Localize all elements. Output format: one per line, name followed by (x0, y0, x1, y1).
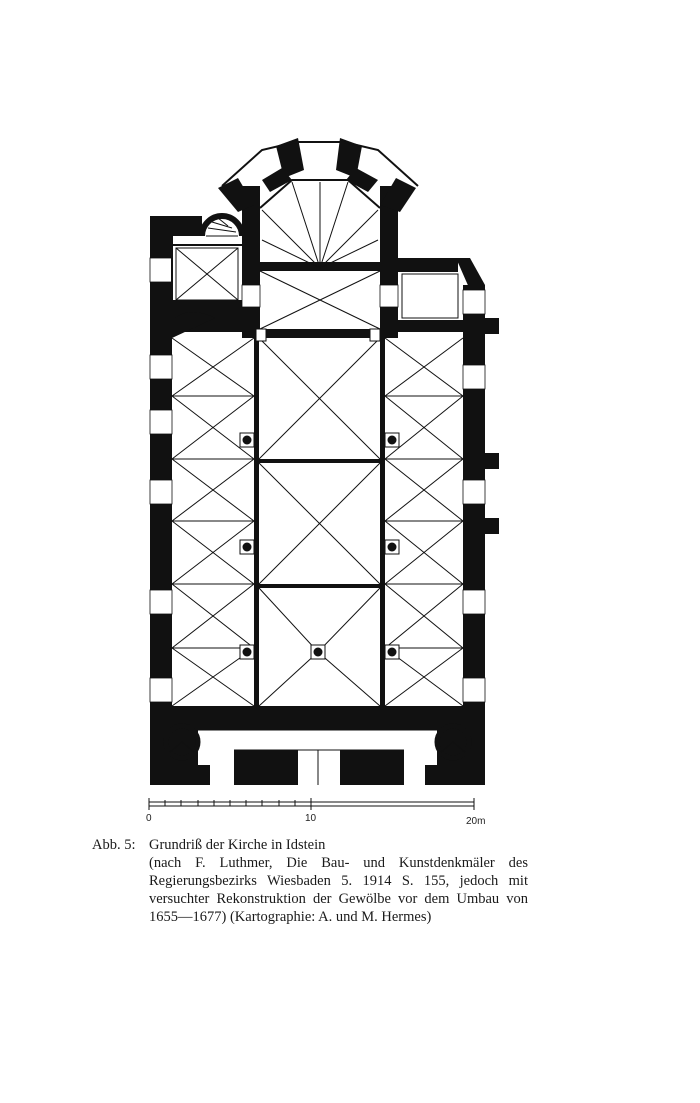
nave-piers (240, 329, 399, 659)
spiral-stair-north (202, 216, 242, 236)
scale-bar (146, 798, 485, 827)
scale-label-10: 10 (305, 813, 317, 824)
south-wall (150, 706, 485, 730)
scale-label-20m: 20m (466, 816, 486, 827)
figure-caption (92, 836, 528, 926)
figure-title: Grundriß der Kirche in Idstein (149, 837, 326, 853)
scale-label-0: 0 (146, 813, 152, 824)
figure-description: (nach F. Luthmer, Die Bau- und Kunstdenkmäler des Regierungsbezirks Wiesbaden 5. 1914 S. 155, jedoch mit versuchter Rekonstruktion der Gewölbe vor dem Umbau von 1655—1677) (Kartographie: A. und M. Hermes) (149, 855, 528, 925)
figure-label: Abb. 5: (92, 837, 136, 853)
